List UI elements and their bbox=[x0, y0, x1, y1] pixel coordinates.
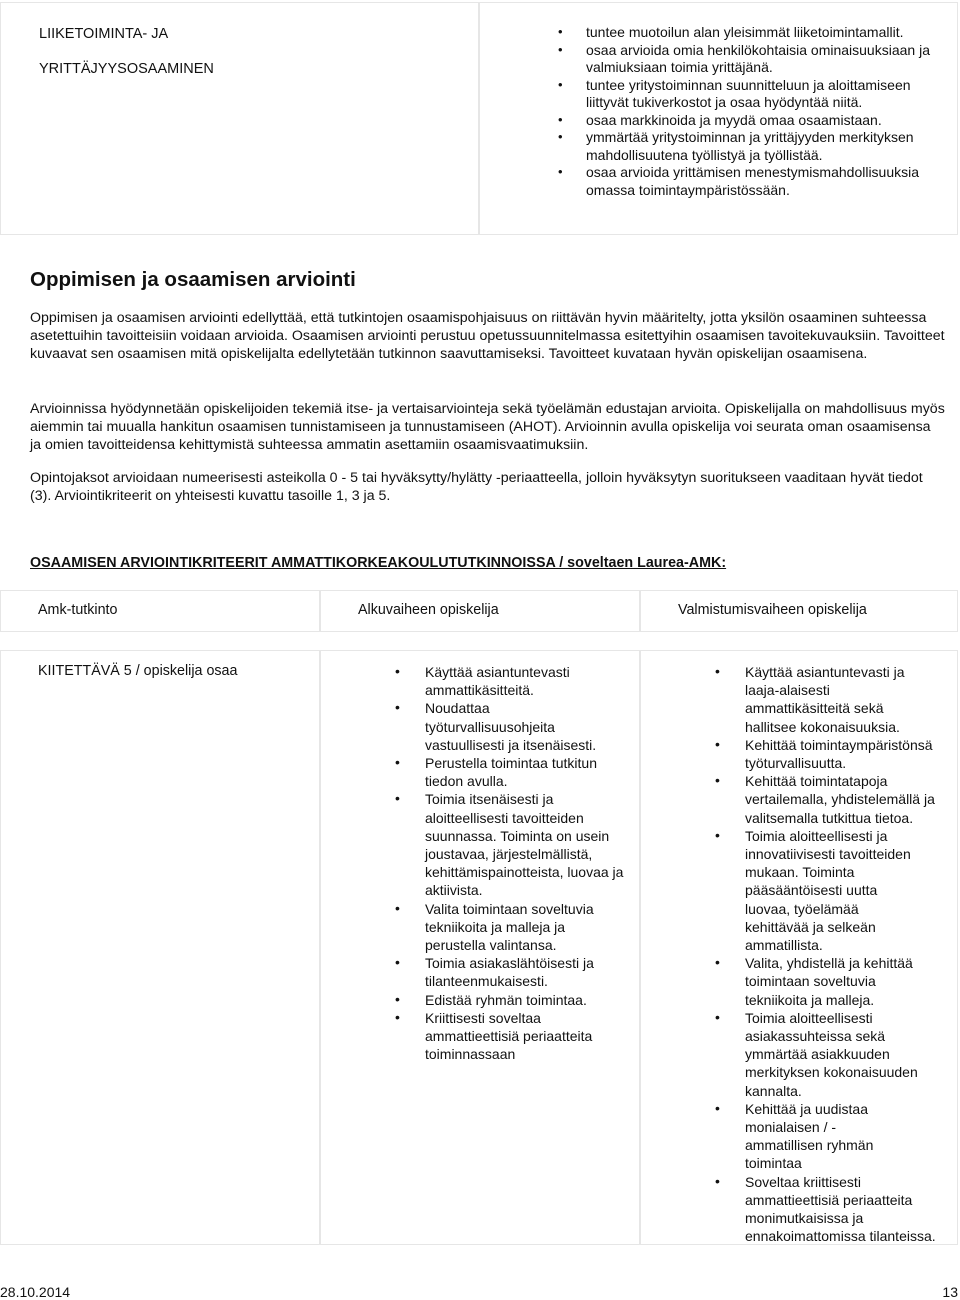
list-item: • Käyttää asiantuntevasti ammattikäsitteitä. bbox=[425, 663, 615, 699]
list-item: • Kehittää toimintaympäristönsä työturvallisuutta. bbox=[745, 736, 945, 772]
table-cell bbox=[0, 650, 320, 1245]
list-item: • Edistää ryhmän toimintaa. bbox=[425, 991, 615, 1009]
list-item: • Soveltaa kriittisesti ammattieettisiä periaatteita monimutkaisissa ja ennakoimattomissa tilanteissa. bbox=[745, 1173, 955, 1246]
column-header: Valmistumisvaiheen opiskelija bbox=[678, 602, 867, 618]
list-item: • Toimia aloitteellisesti asiakassuhteissa sekä ymmärtää asiakkuuden merkityksen kokonaisuuden kannalta. bbox=[745, 1009, 945, 1100]
list-item: • Kehittää ja uudistaa monialaisen / -ammatillisen ryhmän toimintaa bbox=[745, 1100, 895, 1173]
list-item: • tuntee muotoilun alan yleisimmät liiketoimintamallit. bbox=[586, 24, 946, 42]
list-item: • Perustella toimintaa tutkitun tiedon avulla. bbox=[425, 754, 615, 790]
footer-date: 28.10.2014 bbox=[0, 1284, 71, 1300]
paragraph: Opintojaksot arvioidaan numeerisesti asteikolla 0 - 5 tai hyväksytty/hylätty -periaatteella, jolloin hyväksytyn suoritukseen vaaditaan hyvät tiedot (3). Arviointikriteerit on yhteisesti kuvattu tasoille 1, 3 ja 5. bbox=[30, 470, 923, 505]
list-item: • ymmärtää yritystoiminnan ja yrittäjyyden merkityksen mahdollisuutena työllistyä ja työllistää. bbox=[586, 129, 946, 164]
list-item: • tuntee yritystoiminnan suunnitteluun ja aloittamiseen liittyvät tukiverkostot ja osaa hyödyntää niitä. bbox=[586, 77, 946, 112]
list-item: • osaa arvioida omia henkilökohtaisia ominaisuuksiaan ja valmiuksiaan toimia yrittäjänä. bbox=[586, 42, 941, 77]
section-title-line2: YRITTÄJYYSOSAAMINEN bbox=[39, 61, 214, 77]
list-item: • Kriittisesti soveltaa ammattieettisiä periaatteita toiminnassaan bbox=[425, 1009, 615, 1064]
list-item: • Kehittää toimintatapoja vertailemalla, yhdistelemällä ja valitsemalla tutkittua tietoa. bbox=[745, 772, 950, 827]
list-item: • Toimia asiakaslähtöisesti ja tilanteenmukaisesti. bbox=[425, 954, 615, 990]
list-item: • Valita, yhdistellä ja kehittää toimintaan soveltuvia tekniikoita ja malleja. bbox=[745, 954, 935, 1009]
page-number: 13 bbox=[942, 1284, 958, 1300]
column-header: Amk-tutkinto bbox=[38, 602, 118, 618]
top-left-cell bbox=[0, 2, 479, 235]
paragraph: Arvioinnissa hyödynnetään opiskelijoiden tekemiä itse- ja vertaisarviointeja sekä työelämän edustajan arvioita. Opiskelijalla on mahdollisuus myös aiemmin tai muualla hankitun osaamisen tunnistamiseen ja tunnustamiseen (AHOT). Arvioinnin avulla opiskelija voi seurata oman osaamisensa ja omien tavoitteidensa kehittymistä suhteessa ammatin asettamiin osaamisvaatimuksiin. bbox=[30, 401, 945, 454]
section-title-line1: LIIKETOIMINTA- JA bbox=[39, 26, 169, 42]
section-title bbox=[39, 17, 214, 87]
list-item: • Valita toimintaan soveltuvia tekniikoita ja malleja ja perustella valintansa. bbox=[425, 900, 615, 955]
list-item: • osaa markkinoida ja myydä omaa osaamistaan. bbox=[586, 112, 946, 130]
list-item: • Noudattaa työturvallisuusohjeita vastuullisesti ja itsenäisesti. bbox=[425, 699, 615, 754]
grade-label: KIITETTÄVÄ 5 / opiskelija osaa bbox=[38, 663, 238, 679]
graduate-criteria-list bbox=[745, 663, 955, 1246]
list-item: • Toimia aloitteellisesti ja innovatiivisesti tavoitteiden mukaan. Toiminta pääsääntöisesti uutta luovaa, työelämää kehittävää ja selkeän ammatillista. bbox=[745, 827, 925, 954]
page-heading: Oppimisen ja osaamisen arviointi bbox=[30, 268, 356, 291]
competence-list bbox=[586, 24, 946, 199]
beginner-criteria-list bbox=[425, 663, 625, 1063]
criteria-heading: OSAAMISEN ARVIOINTIKRITEERIT AMMATTIKORKEAKOULUTUTKINNOISSA / soveltaen Laurea-AMK: bbox=[30, 555, 727, 571]
list-item: • osaa arvioida yrittämisen menestymismahdollisuuksia omassa toimintaympäristössään. bbox=[586, 164, 926, 199]
list-item: • Toimia itsenäisesti ja aloitteellisesti tavoitteiden suunnassa. Toiminta on usein joustavaa, järjestelmällistä, kehittämispainotteista, luovaa ja aktiivista. bbox=[425, 790, 630, 899]
paragraph: Oppimisen ja osaamisen arviointi edellyttää, että tutkintojen osaamispohjaisuus on riittävän hyvin määritelty, jotta yksilön osaaminen suhteessa asetettuihin tavoitteisiin voidaan arvioida. Osaamisen arviointi perustuu opetussuunnitelmassa esitettyihin osaamisen tavoitekuvauksiin. Tavoitteet kuvaavat sen osaamisen mitä opiskelijalta edellytetään tutkinnon saavuttamiseksi. Tavoitteet kuvataan hyvän opiskelijan osaamisena. bbox=[30, 310, 945, 363]
column-header: Alkuvaiheen opiskelija bbox=[358, 602, 499, 618]
list-item: • Käyttää asiantuntevasti ja laaja-alaisesti ammattikäsitteitä sekä hallitsee kokonaisuuksia. bbox=[745, 663, 925, 736]
